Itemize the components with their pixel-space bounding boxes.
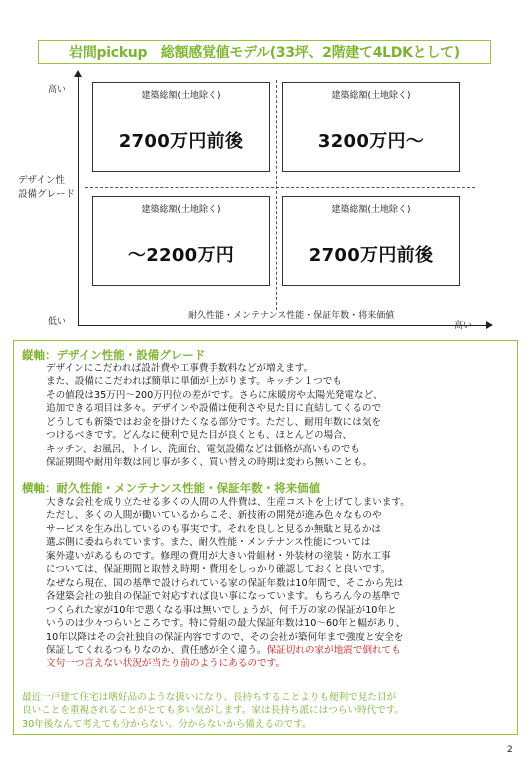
text-fragment: 保証してくれるつもりなのか、責任感が全く違う。: [46, 644, 267, 656]
quadrant-price: 2700万円前後: [308, 245, 434, 266]
y-axis-line: [78, 75, 79, 325]
quadrant-top-left: [92, 82, 270, 172]
text-line: ただし、多くの人間が働いているからこそ、新技術の開発が進み色々なものや: [46, 510, 382, 522]
text-line: 良いことを重視されることがとても多い気がします。家は長持ち派にはつらい時代です。: [22, 705, 405, 717]
text-line: [46, 644, 410, 657]
quadrant-label: 建築総額(土地除く): [331, 205, 411, 215]
x-axis-arrow-icon: [486, 321, 493, 329]
quadrant-price: 2700万円前後: [118, 131, 244, 152]
closing-text: [22, 691, 404, 731]
text-line: デザインにこだわれば設計費や工事費手数料などが増えます。: [46, 363, 314, 374]
text-line: また、設備にこだわれば簡単に単価が上がります。キッチン１つでも: [46, 376, 342, 388]
text-line: 最近一戸建て住宅は嗜好品のような扱いになり、長持ちすることよりも便利で見た目が: [22, 692, 397, 703]
page-title: 岩間pickup 総額感覚値モデル(33坪、2階建て4LDKとして): [69, 45, 460, 61]
text-line: 大きな会社を成り立たせる多くの人間の人件費は、生産コストを上げてしまいます。: [46, 497, 410, 508]
warning-text: 文句一つ言えない状況が当たり前のようにあるのです。: [46, 658, 286, 670]
horizontal-divider: [85, 187, 475, 188]
text-line: 追加できる項目は多々。デザインや設備は便利さや見た目に直結してくるので: [46, 403, 382, 415]
quadrant-top-right: [282, 82, 460, 172]
text-line: 30年後なんて考えても分からない。分からないから備えるのです。: [22, 718, 312, 730]
vertical-divider: [276, 80, 277, 310]
quadrant-label: 建築総額(土地除く): [331, 91, 411, 101]
text-line: サービスを生み出しているのも事実です。それを良しと見るか無駄と見るかは: [46, 523, 382, 535]
quadrant-bottom-left: [92, 196, 270, 286]
quadrant-label: 建築総額(土地除く): [141, 91, 221, 101]
title-box: [38, 40, 491, 64]
text-line: 案外違いがあるものです。修理の費用が大きい骨組材・外装材の塗装・防水工事: [46, 550, 391, 562]
quadrant-price: 3200万円〜: [317, 131, 425, 152]
warning-text: 保証切れの家が地震で倒れても: [266, 644, 401, 656]
text-line: 保証期間や耐用年数は同じ事が多く、買い替えの時期は変わら無いことも。: [46, 457, 372, 469]
text-line: なぜなら現在、国の基準で設けられている家の保証年数は10年間で、そこから先は: [46, 577, 404, 589]
quadrant-label: 建築総額(土地除く): [141, 205, 221, 215]
y-high-label: 高い: [48, 85, 67, 95]
text-line: いうのは少々つらいところです。特に骨組の最大保証年数は10〜60年と幅があり、: [46, 618, 406, 630]
horizontal-axis-heading: 横軸：耐久性能・メンテナンス性能・保証年数・将来価値: [22, 481, 321, 495]
x-axis-line: [78, 325, 490, 326]
quadrant-bottom-right: [282, 196, 460, 286]
vertical-axis-text: [46, 362, 383, 470]
text-line: その値段は35万円〜200万円位の差がです。さらに床暖房や太陽光発電など、: [46, 389, 383, 401]
x-axis-label: 耐久性能・メンテナンス性能・保証年数・将来価値: [188, 311, 395, 321]
explanation-box: [13, 340, 518, 735]
vertical-axis-heading: 縦軸：デザイン性能・設備グレード: [22, 348, 206, 362]
y-axis-label-line2: 設備グレード: [18, 189, 76, 200]
text-line: キッチン、お風呂、トイレ、洗面台、電気設備などは価格が高いものでも: [46, 443, 360, 455]
y-axis-label-line1: デザイン性: [18, 175, 65, 186]
text-line: については、保証期間と取替え時期・費用をしっかり確認しておくと良いです。: [46, 564, 391, 576]
horizontal-axis-text: [46, 496, 410, 671]
y-axis-arrow-icon: [74, 70, 82, 77]
text-line: 10年以降はその会社独自の保証内容ですので、その会社が築何年まで強度と安全を: [46, 631, 404, 643]
text-line: 各建築会社の独自の保証で対応すれば良い事になっています。もちろん今の基準で: [46, 591, 401, 603]
x-high-label: 高い: [454, 321, 473, 331]
text-line: つくられた家が10年で悪くなる事は無いでしょうが、何千万の家の保証が10年と: [46, 604, 397, 616]
page-number: 2: [507, 745, 513, 755]
quadrant-price: 〜2200万円: [127, 245, 235, 266]
text-line: どうしても新築ではお金を掛けたくなる部分です。ただし、耐用年数には気を: [46, 416, 382, 428]
text-line: 選ぶ側に委ねられています。また、耐久性能・メンテナンス性能については: [46, 537, 371, 549]
text-line: つけるべきです。どんなに便利で見た目が良くとも、ほとんどの場合、: [46, 430, 353, 442]
y-low-label: 低い: [48, 317, 67, 327]
